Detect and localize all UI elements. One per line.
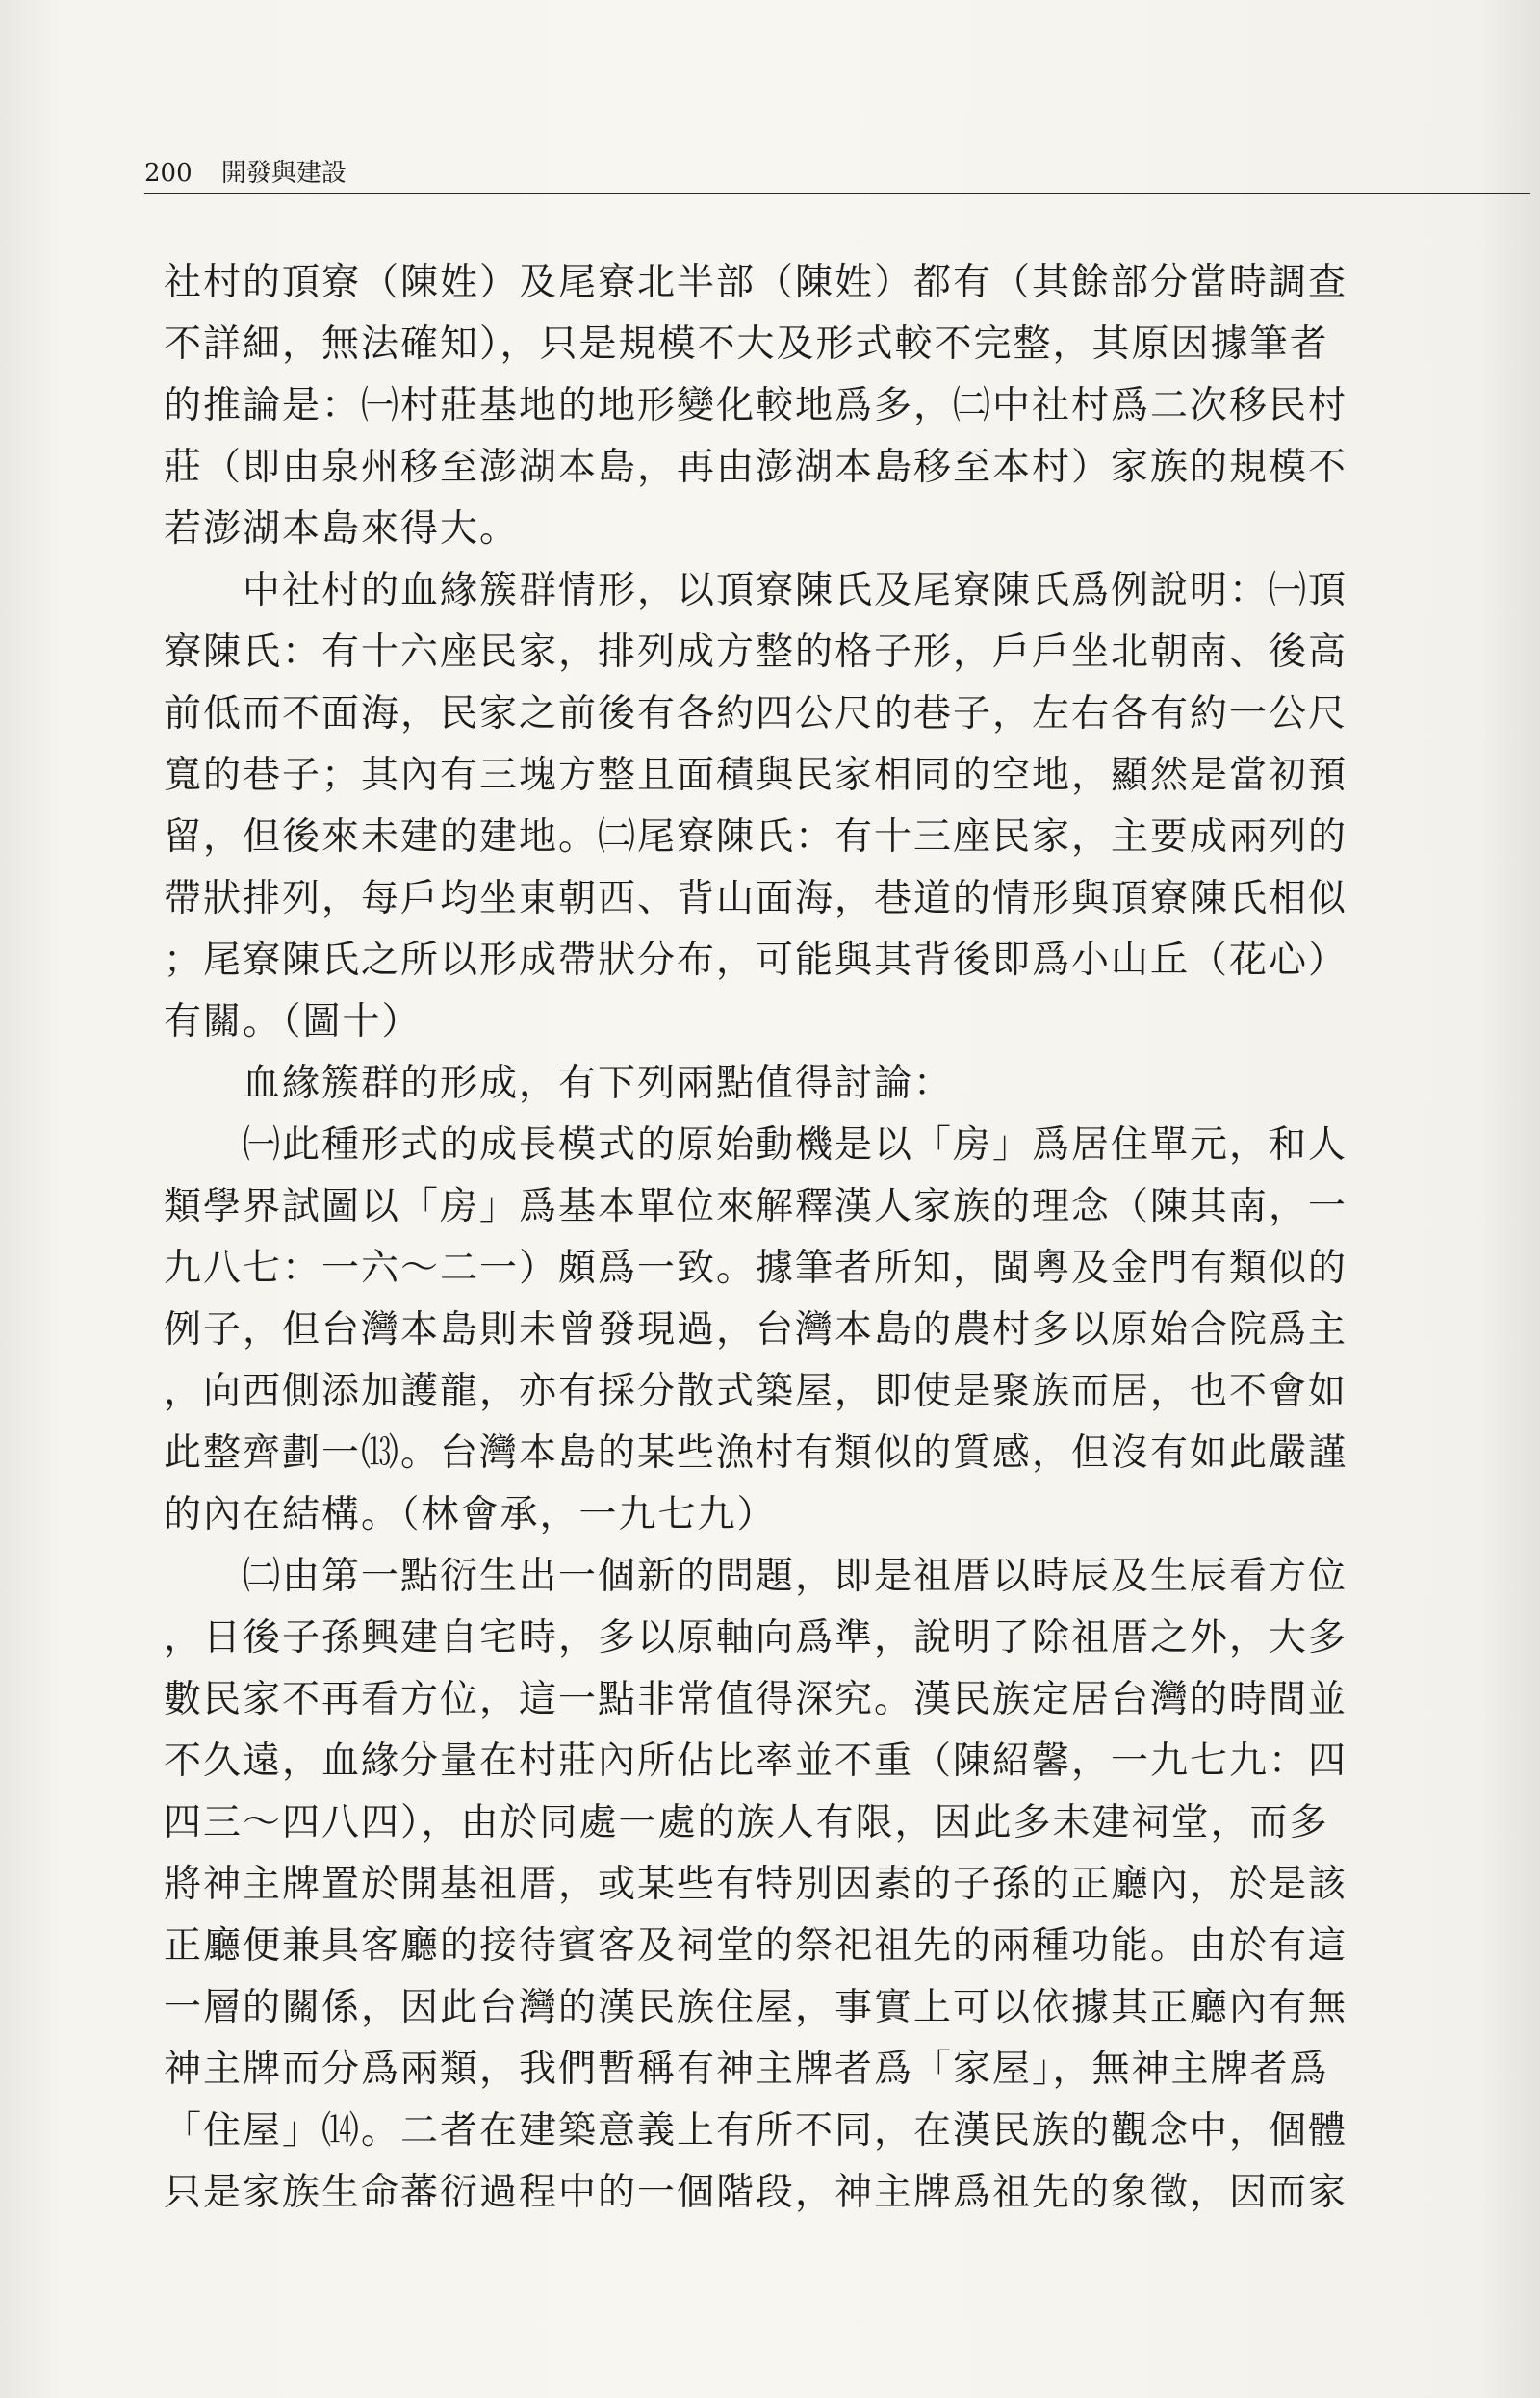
text-line: 類學界試圖以「房」爲基本單位來解釋漢人家族的理念（陳其南，一 bbox=[164, 1185, 1348, 1228]
text-line: 四三～四八四），由於同處一處的族人有限，因此多未建祠堂，而多 bbox=[164, 1801, 1329, 1844]
book-title: 開發與建設 bbox=[220, 159, 346, 188]
text-line: 社村的頂寮（陳姓）及尾寮北半部（陳姓）都有（其餘部分當時調查 bbox=[164, 261, 1348, 304]
text-line: 留，但後來未建的建地。㈡尾寮陳氏：有十三座民家，主要成兩列的 bbox=[164, 815, 1348, 859]
text-line: 若澎湖本島來得大。 bbox=[164, 507, 520, 551]
text-line: ㈠此種形式的成長模式的原始動機是以「房」爲居住單元，和人 bbox=[164, 1123, 1348, 1167]
text-line: 神主牌而分爲兩類，我們暫稱有神主牌者爲「家屋」，無神主牌者爲 bbox=[164, 2048, 1329, 2091]
text-line: 例子，但台灣本島則未曾發現過，台灣本島的農村多以原始合院爲主 bbox=[164, 1308, 1348, 1352]
text-line: 數民家不再看方位，這一點非常值得深究。漢民族定居台灣的時間並 bbox=[164, 1678, 1348, 1721]
text-line: ，日後子孫興建自宅時，多以原軸向爲準，說明了除祖厝之外，大多 bbox=[164, 1616, 1348, 1660]
text-line: 九八七：一六～二一）頗爲一致。據筆者所知，閩粵及金門有類似的 bbox=[164, 1247, 1348, 1290]
text-line: 的推論是：㈠村莊基地的地形變化較地爲多，㈡中社村爲二次移民村 bbox=[164, 384, 1348, 427]
text-line: 莊（即由泉州移至澎湖本島，再由澎湖本島移至本村）家族的規模不 bbox=[164, 446, 1348, 489]
text-line: 帶狀排列，每戶均坐東朝西、背山面海，巷道的情形與頂寮陳氏相似 bbox=[164, 877, 1348, 920]
running-header bbox=[144, 154, 1530, 194]
text-line: 只是家族生命蕃衍過程中的一個階段，神主牌爲祖先的象徵，因而家 bbox=[164, 2171, 1348, 2214]
text-line: 不詳細，無法確知），只是規模不大及形式較不完整，其原因據筆者 bbox=[164, 322, 1329, 366]
text-line: 血緣簇群的形成，有下列兩點值得討論： bbox=[164, 1062, 954, 1105]
text-line: ；尾寮陳氏之所以形成帶狀分布，可能與其背後即爲小山丘（花心） bbox=[164, 939, 1348, 982]
page-number: 200 bbox=[144, 159, 192, 188]
text-line: ㈡由第一點衍生出一個新的問題，即是祖厝以時辰及生辰看方位 bbox=[164, 1555, 1348, 1598]
text-line: 一層的關係，因此台灣的漢民族住屋，事實上可以依據其正廳內有無 bbox=[164, 1986, 1348, 2029]
text-line: 正廳便兼具客廳的接待賓客及祠堂的祭祀祖先的兩種功能。由於有這 bbox=[164, 1924, 1348, 1968]
text-line: ，向西側添加護龍，亦有採分散式築屋，即使是聚族而居，也不會如 bbox=[164, 1370, 1348, 1413]
text-line: 的內在結構。（林會承，一九七九） bbox=[164, 1493, 777, 1536]
text-line: 「住屋」⒁。二者在建築意義上有所不同，在漢民族的觀念中，個體 bbox=[164, 2109, 1348, 2153]
text-line: 將神主牌置於開基祖厝，或某些有特別因素的子孫的正廳內，於是該 bbox=[164, 1863, 1348, 1906]
body-text bbox=[164, 252, 1526, 2224]
text-line: 有關。（圖十） bbox=[164, 1000, 422, 1044]
text-line: 寬的巷子；其內有三塊方整且面積與民家相同的空地，顯然是當初預 bbox=[164, 754, 1348, 797]
text-line: 不久遠，血緣分量在村莊內所佔比率並不重（陳紹馨，一九七九：四 bbox=[164, 1740, 1348, 1783]
text-line: 寮陳氏：有十六座民家，排列成方整的格子形，戶戶坐北朝南、後高 bbox=[164, 631, 1348, 674]
text-line: 前低而不面海，民家之前後有各約四公尺的巷子，左右各有約一公尺 bbox=[164, 692, 1348, 735]
text-line: 中社村的血緣簇群情形，以頂寮陳氏及尾寮陳氏爲例說明：㈠頂 bbox=[164, 569, 1348, 612]
text-line: 此整齊劃一⒀。台灣本島的某些漁村有類似的質感，但沒有如此嚴謹 bbox=[164, 1431, 1348, 1475]
